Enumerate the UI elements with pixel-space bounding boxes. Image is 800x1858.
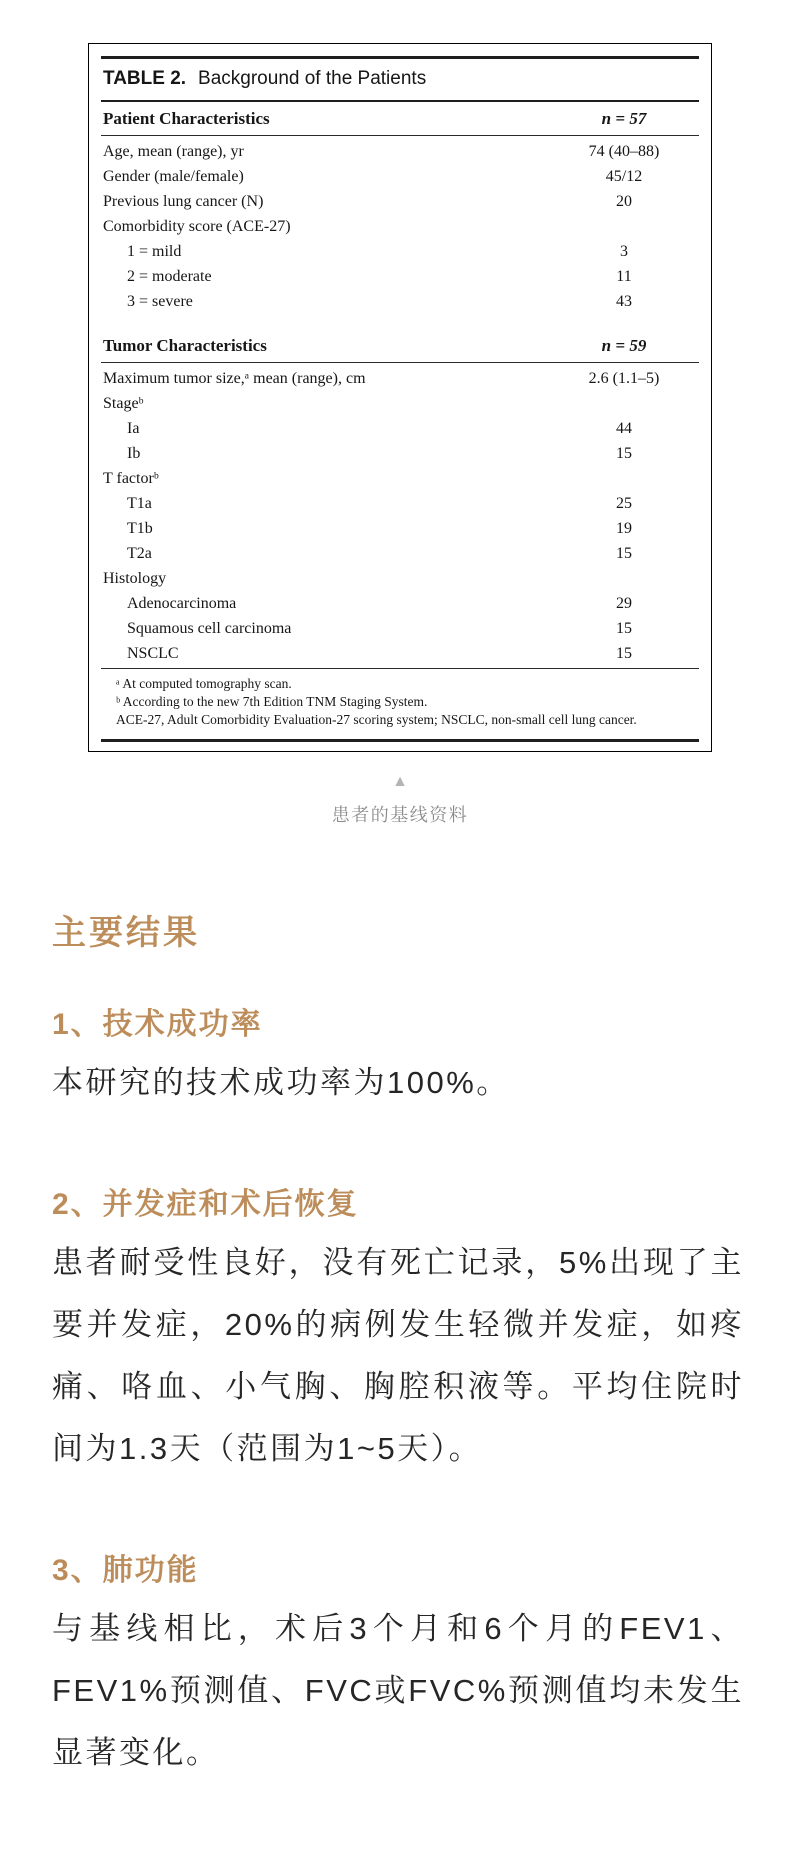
patient-characteristics-header (101, 102, 699, 135)
section-technical-success (52, 1010, 744, 1114)
row-value: 20 (616, 193, 632, 210)
footnote-abbreviations: ACE-27, Adult Comorbidity Evaluation-27 scoring system; NSCLC, non-small cell lung cancer. (116, 712, 637, 727)
row-label: Adenocarcinoma (127, 595, 237, 612)
row-label: 3 = severe (127, 293, 193, 310)
section-paragraph: 本研究的技术成功率为100%。 (52, 1065, 510, 1100)
table-bottom-rule (101, 739, 699, 742)
figure-caption (0, 774, 800, 828)
table-row (101, 366, 699, 391)
row-label: Previous lung cancer (N) (103, 193, 264, 210)
row-value (549, 391, 699, 416)
row-value: 2.6 (1.1–5) (588, 370, 660, 387)
table-row (101, 189, 699, 214)
row-value: 19 (616, 520, 632, 537)
row-label: Comorbidity score (ACE-27) (103, 218, 291, 235)
row-value: 3 (620, 243, 628, 260)
section-lung-function (52, 1556, 744, 1784)
row-label: T2a (127, 545, 152, 562)
main-results-heading: 主要结果 (52, 915, 200, 952)
table-row (101, 616, 699, 641)
footnote-a: ᵃ At computed tomography scan. (116, 676, 292, 691)
row-value: 43 (616, 293, 632, 310)
row-value: 15 (616, 445, 632, 462)
triangle-up-icon: ▲ (392, 773, 408, 790)
row-label: Ib (127, 445, 141, 462)
row-label: NSCLC (127, 645, 179, 662)
row-label: 1 = mild (127, 243, 182, 260)
table-row (101, 641, 699, 666)
section-header-label: Tumor Characteristics (103, 336, 267, 355)
section-n-count: n = 59 (601, 336, 647, 355)
row-label: Maximum tumor size,ᵃ mean (range), cm (103, 370, 366, 387)
row-value: 11 (616, 268, 632, 285)
row-label: Stageᵇ (103, 395, 144, 412)
table-row (101, 566, 699, 591)
section-header-label: Patient Characteristics (103, 109, 270, 128)
table-row (101, 491, 699, 516)
row-label: Squamous cell carcinoma (127, 620, 292, 637)
table-row (101, 214, 699, 239)
table-row (101, 264, 699, 289)
table-number: TABLE 2. (103, 68, 187, 89)
section-heading: 3、肺功能 (52, 1554, 199, 1587)
row-value: 15 (616, 645, 632, 662)
row-value (549, 566, 699, 591)
row-label: Histology (103, 570, 167, 587)
row-value: 15 (616, 545, 632, 562)
table-row (101, 139, 699, 164)
row-label: T1a (127, 495, 152, 512)
section-complications-recovery (52, 1190, 744, 1480)
table-row (101, 466, 699, 491)
row-label: T factorᵇ (103, 470, 159, 487)
row-label: Age, mean (range), yr (103, 143, 244, 160)
table-row (101, 541, 699, 566)
patient-characteristics-rows (101, 136, 699, 316)
section-paragraph: 患者耐受性良好，没有死亡记录，5%出现了主要并发症，20%的病例发生轻微并发症，如疼痛、咯血、小气胸、胸腔积液等。平均住院时间为1.3天（范围为1~5天）。 (52, 1245, 744, 1466)
row-value (549, 214, 699, 239)
table-title (101, 59, 699, 100)
table-row (101, 164, 699, 189)
row-value: 29 (616, 595, 632, 612)
row-label: Ia (127, 420, 140, 437)
table-row (101, 416, 699, 441)
table-row (101, 289, 699, 314)
table-row (101, 239, 699, 264)
figure-caption-text: 患者的基线资料 (331, 805, 469, 825)
row-label: 2 = moderate (127, 268, 212, 285)
footnote-b: ᵇ According to the new 7th Edition TNM Staging System. (116, 694, 428, 709)
table-row (101, 591, 699, 616)
section-n-count: n = 57 (601, 109, 647, 128)
row-value: 15 (616, 620, 632, 637)
tumor-characteristics-header (101, 329, 699, 362)
article-body (0, 914, 800, 1814)
row-value (549, 466, 699, 491)
row-value: 44 (616, 420, 632, 437)
row-label: Gender (male/female) (103, 168, 244, 185)
row-value: 74 (40–88) (588, 143, 660, 160)
table-row (101, 516, 699, 541)
row-value: 25 (616, 495, 632, 512)
section-heading: 1、技术成功率 (52, 1008, 263, 1041)
table-row (101, 441, 699, 466)
table-footnotes (101, 669, 699, 737)
table-title-text: Background of the Patients (198, 68, 427, 89)
table-row (101, 391, 699, 416)
tumor-characteristics-rows (101, 363, 699, 668)
patients-background-table (88, 43, 712, 752)
row-label: T1b (127, 520, 153, 537)
section-heading: 2、并发症和术后恢复 (52, 1188, 359, 1221)
row-value: 45/12 (605, 168, 643, 185)
section-paragraph: 与基线相比，术后3个月和6个月的FEV1、FEV1%预测值、FVC或FVC%预测值均未发生显著变化。 (52, 1611, 744, 1770)
